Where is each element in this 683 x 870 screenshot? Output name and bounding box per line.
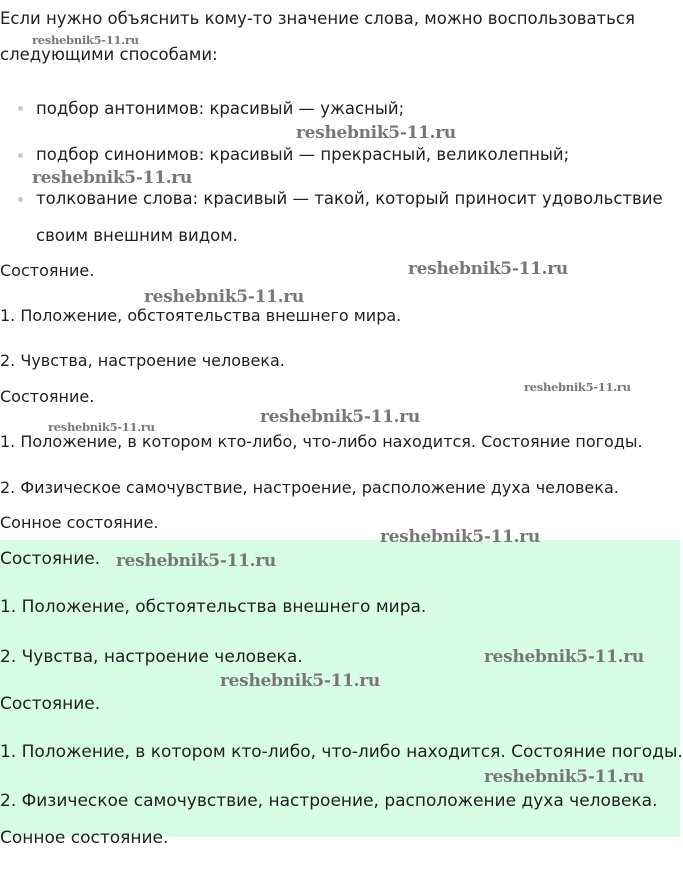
highlight-entry2-def-2: 2. Физическое самочувствие, настроение, расположение духа человека. <box>0 791 658 811</box>
entry1-headword: Состояние. <box>0 261 95 280</box>
entry2-def-2: 2. Физическое самочувствие, настроение, расположение духа человека. <box>0 478 619 497</box>
watermark: reshebnik5-11.ru <box>220 671 380 691</box>
list-item-definition-cont: своим внешним видом. <box>36 226 238 245</box>
highlight-entry1-def-1: 1. Положение, обстоятельства внешнего мира. <box>0 597 427 617</box>
watermark: reshebnik5-11.ru <box>408 259 568 279</box>
watermark: reshebnik5-11.ru <box>144 287 304 307</box>
entry2-headword: Состояние. <box>0 387 95 406</box>
entry1-def-1: 1. Положение, обстоятельства внешнего мира. <box>0 306 402 325</box>
highlight-entry2-def-1: 1. Положение, в котором кто-либо, что-либо находится. Состояние погоды. <box>0 742 683 762</box>
highlight-entry2-headword: Состояние. <box>0 694 101 714</box>
watermark: reshebnik5-11.ru <box>260 407 420 427</box>
watermark: reshebnik5-11.ru <box>296 123 456 143</box>
list-bullet <box>18 197 23 202</box>
watermark: reshebnik5-11.ru <box>380 527 540 547</box>
highlight-entry1-def-2: 2. Чувства, настроение человека. <box>0 647 303 667</box>
list-item-definition: толкование слова: красивый — такой, который приносит удовольствие <box>36 189 663 208</box>
list-item-synonyms: подбор синонимов: красивый — прекрасный, великолепный; <box>36 145 570 164</box>
highlight-entry1-headword: Состояние. <box>0 549 101 569</box>
intro-line-2: следующими способами: <box>0 45 218 64</box>
watermark: reshebnik5-11.ru <box>48 420 155 434</box>
list-item-antonyms: подбор антонимов: красивый — ужасный; <box>36 99 405 118</box>
list-bullet <box>18 106 23 111</box>
watermark: reshebnik5-11.ru <box>32 168 192 188</box>
watermark: reshebnik5-11.ru <box>484 647 644 667</box>
watermark: reshebnik5-11.ru <box>484 767 644 787</box>
watermark: reshebnik5-11.ru <box>116 551 276 571</box>
intro-line-1: Если нужно объяснить кому-то значение слова, можно воспользоваться <box>0 9 635 28</box>
watermark: reshebnik5-11.ru <box>524 380 631 394</box>
list-bullet <box>18 153 23 158</box>
entry2-example: Сонное состояние. <box>0 513 159 532</box>
entry1-def-2: 2. Чувства, настроение человека. <box>0 351 285 370</box>
highlight-entry2-example: Сонное состояние. <box>0 828 169 848</box>
entry2-def-1: 1. Положение, в котором кто-либо, что-либо находится. Состояние погоды. <box>0 432 643 451</box>
watermark: reshebnik5-11.ru <box>32 33 139 47</box>
